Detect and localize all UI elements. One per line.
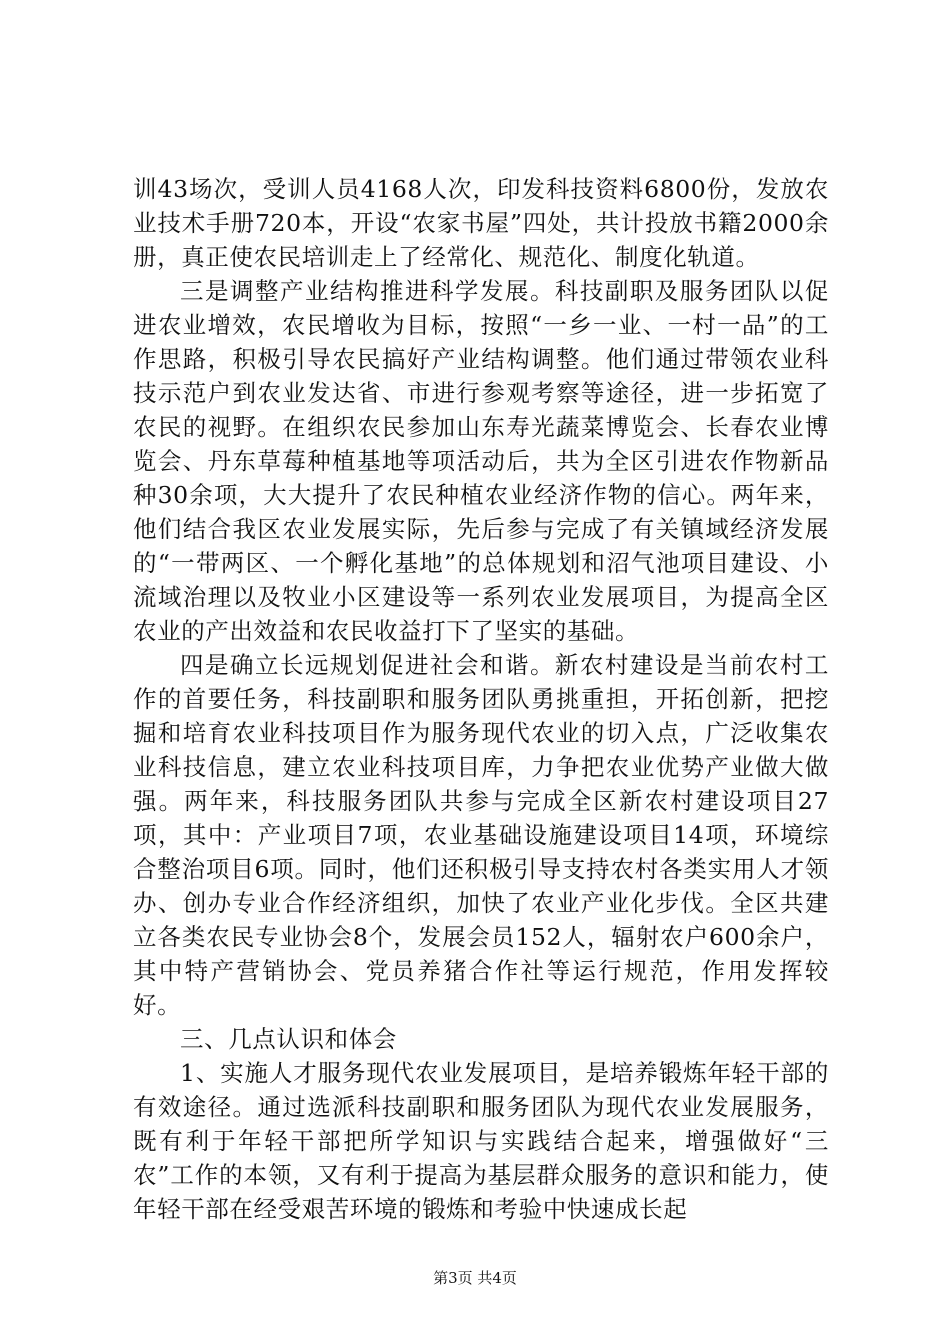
paragraph-training-stats: 训43场次，受训人员4168人次，印发科技资料6800份，发放农业技术手册720本，开设“农家书屋”四处，共计投放书籍2000余册，真正使农民培训走上了经常化、规范化、制度化轨道。 — [133, 175, 829, 271]
document-body — [133, 172, 829, 1226]
paragraph-understanding-1: 1、实施人才服务现代农业发展项目，是培养锻炼年轻干部的有效途径。通过选派科技副职和服务团队为现代农业发展服务，既有利于年轻干部把所学知识与实践结合起来，增强做好“三农”工作的本领，又有利于提高为基层群众服务的意识和能力，使年轻干部在经受艰苦环境的锻炼和考验中快速成长起 — [133, 1059, 829, 1223]
page-footer: 第3页 共4页 — [433, 1269, 517, 1287]
paragraph-long-term-planning: 四是确立长远规划促进社会和谐。新农村建设是当前农村工作的首要任务，科技副职和服务团队勇挑重担，开拓创新，把挖掘和培育农业科技项目作为服务现代农业的切入点，广泛收集农业科技信息，建立农业科技项目库，力争把农业优势产业做大做强。两年来，科技服务团队共参与完成全区新农村建设项目27项，其中：产业项目7项，农业基础设施建设项目14项，环境综合整治项目6项。同时，他们还积极引导支持农村各类实用人才领办、创办专业合作经济组织，加快了农业产业化步伐。全区共建立各类农民专业协会8个，发展会员152人，辐射农户600余户，其中特产营销协会、党员养猪合作社等运行规范，作用发挥较好。 — [133, 651, 829, 1019]
section-heading: 三、几点认识和体会 — [180, 1025, 397, 1053]
paragraph-industry-structure: 三是调整产业结构推进科学发展。科技副职及服务团队以促进农业增效，农民增收为目标，按照“一乡一业、一村一品”的工作思路，积极引导农民搞好产业结构调整。他们通过带领农业科技示范户到农业发达省、市进行参观考察等途径，进一步拓宽了农民的视野。在组织农民参加山东寿光蔬菜博览会、长春农业博览会、丹东草莓种植基地等项活动后，共为全区引进农作物新品种30余项，大大提升了农民种植农业经济作物的信心。两年来，他们结合我区农业发展实际，先后参与完成了有关镇域经济发展的“一带两区、一个孵化基地”的总体规划和沼气池项目建设、小流域治理以及牧业小区建设等一系列农业发展项目，为提高全区农业的产出效益和农民收益打下了坚实的基础。 — [133, 277, 829, 645]
